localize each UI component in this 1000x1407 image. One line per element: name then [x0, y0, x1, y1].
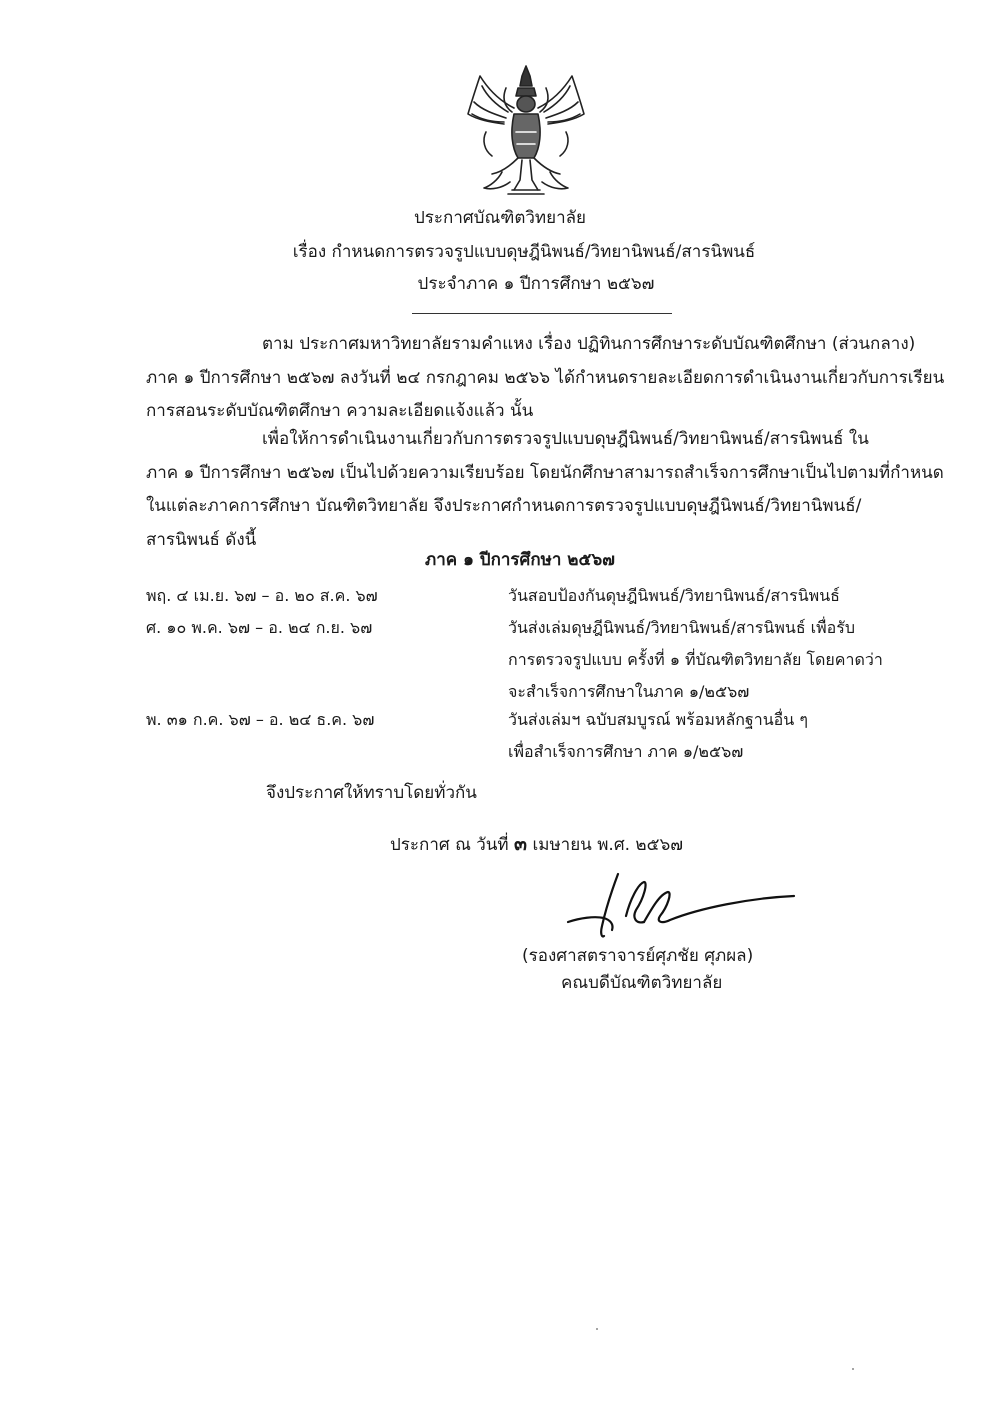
paragraph-line: ภาค ๑ ปีการศึกษา ๒๕๖๗ เป็นไปด้วยความเรียบร้อย โดยนักศึกษาสามารถสำเร็จการศึกษาเป็นไปตามที่กำหนด	[146, 462, 944, 483]
schedule-date: ศ. ๑๐ พ.ค. ๖๗ – อ. ๒๔ ก.ย. ๖๗	[146, 618, 373, 637]
date-prefix: ประกาศ ณ วันที่	[390, 835, 509, 855]
paragraph-2	[146, 423, 944, 557]
schedule-description-line: วันส่งเล่มดุษฎีนิพนธ์/วิทยานิพนธ์/สารนิพนธ์ เพื่อรับ	[508, 618, 856, 637]
schedule-description	[508, 612, 906, 708]
date-month-year: เมษายน พ.ศ. ๒๕๖๗	[532, 835, 684, 855]
paragraph-line: สารนิพนธ์ ดังนี้	[146, 529, 257, 550]
schedule-title: ภาค ๑ ปีการศึกษา ๒๕๖๗	[425, 550, 615, 570]
header-divider	[412, 313, 672, 314]
schedule-description-line: เพื่อสำเร็จการศึกษา ภาค ๑/๒๕๖๗	[508, 742, 744, 761]
schedule-description-line: จะสำเร็จการศึกษาในภาค ๑/๒๕๖๗	[508, 682, 750, 701]
signer-name: (รองศาสตราจารย์ศุภชัย ศุภผล)	[522, 946, 754, 966]
schedule-description	[508, 580, 906, 612]
schedule-description-line: การตรวจรูปแบบ ครั้งที่ ๑ ที่บัณฑิตวิทยาลัย โดยคาดว่า	[508, 650, 883, 669]
scan-speck	[596, 1328, 598, 1330]
paragraph-line: ตาม ประกาศมหาวิทยาลัยรามคำแหง เรื่อง ปฏิทินการศึกษาระดับบัณฑิตศึกษา (ส่วนกลาง)	[262, 334, 916, 354]
schedule-description	[508, 704, 906, 768]
announcement-date	[390, 832, 683, 857]
schedule-date: พ. ๓๑ ก.ค. ๖๗ – อ. ๒๔ ธ.ค. ๖๗	[146, 710, 375, 729]
signer-position: คณบดีบัณฑิตวิทยาลัย	[561, 973, 723, 993]
schedule-description-line: วันส่งเล่มฯ ฉบับสมบูรณ์ พร้อมหลักฐานอื่น ๆ	[508, 710, 808, 729]
paragraph-line: การสอนระดับบัณฑิตศึกษา ความละเอียดแจ้งแล้ว นั้น	[146, 401, 534, 421]
issuer-title: ประกาศบัณฑิตวิทยาลัย	[413, 208, 587, 228]
date-day: ๓	[514, 833, 528, 855]
paragraph-line: ภาค ๑ ปีการศึกษา ๒๕๖๗ ลงวันที่ ๒๔ กรกฎาคม ๒๕๖๖ ได้กำหนดรายละเอียดการดำเนินงานเกี่ยวกับการเรียน	[146, 367, 945, 388]
paragraph-line: ในแต่ละภาคการศึกษา บัณฑิตวิทยาลัย จึงประกาศกำหนดการตรวจรูปแบบดุษฎีนิพนธ์/วิทยานิพนธ์/	[146, 496, 862, 516]
paragraph-1	[146, 328, 945, 429]
subject-line: เรื่อง กำหนดการตรวจรูปแบบดุษฎีนิพนธ์/วิทยานิพนธ์/สารนิพนธ์	[292, 242, 756, 262]
schedule-description-line: วันสอบป้องกันดุษฎีนิพนธ์/วิทยานิพนธ์/สารนิพนธ์	[508, 586, 840, 605]
scan-speck	[852, 1368, 854, 1370]
term-line: ประจำภาค ๑ ปีการศึกษา ๒๕๖๗	[417, 274, 655, 294]
closing-statement: จึงประกาศให้ทราบโดยทั่วกัน	[266, 783, 477, 803]
garuda-emblem-icon	[462, 62, 590, 198]
handwritten-signature	[560, 864, 800, 944]
paragraph-line: เพื่อให้การดำเนินงานเกี่ยวกับการตรวจรูปแบบดุษฎีนิพนธ์/วิทยานิพนธ์/สารนิพนธ์ ใน	[262, 429, 869, 449]
schedule-date: พฤ. ๔ เม.ย. ๖๗ – อ. ๒๐ ส.ค. ๖๗	[146, 586, 378, 605]
